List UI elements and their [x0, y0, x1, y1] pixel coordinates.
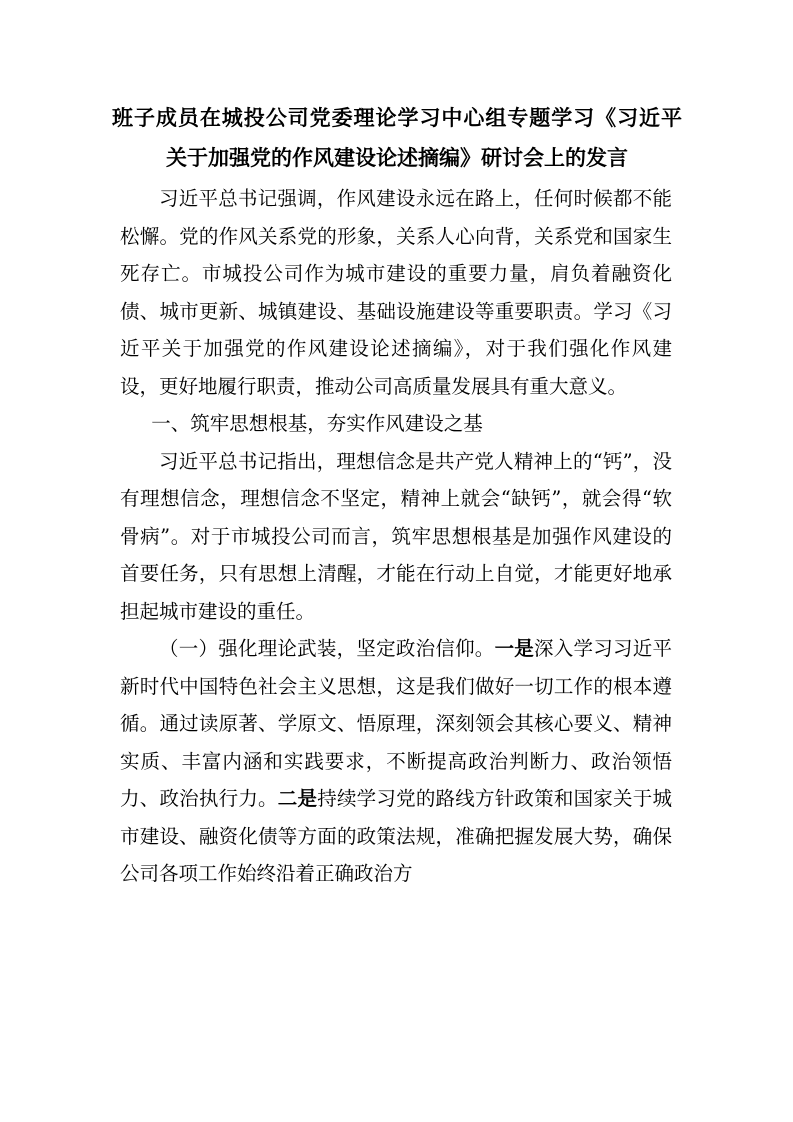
subsection-1-heading: （一）强化理论武装，坚定政治信仰。 — [159, 637, 495, 660]
point-one-marker: 一是 — [494, 637, 535, 660]
intro-paragraph: 习近平总书记强调，作风建设永远在路上，任何时候都不能松懈。党的作风关系党的形象，关系人心向背，关系党和国家生死存亡。市城投公司作为城市建设的重要力量，肩负着融资化债、城市更新、城镇建设、基础设施建设等重要职责。学习《习近平关于加强党的作风建设论述摘编》，对于我们强化作风建设，更好地履行职责，推动公司高质量发展具有重大意义。 — [120, 187, 672, 398]
title-line-1: 班子成员在城投公司党委理论学习中心组专题学习《习近平 — [112, 106, 682, 130]
point-one-text: 深入学习习近平新时代中国特色社会主义思想，这是我们做好一切工作的根本遵循。通过读原著、学原文、悟原理，深刻领会其核心要义、精神实质、丰富内涵和实践要求，不断提高政治判断力、政治领悟力、政治执行力。 — [120, 637, 672, 810]
point-two-marker: 二是 — [277, 787, 318, 810]
document-body — [120, 180, 672, 893]
section-1-paragraph: 习近平总书记指出，理想信念是共产党人精神上的“钙”，没有理想信念，理想信念不坚定，精神上就会“缺钙”，就会得“软骨病”。对于市城投公司而言，筑牢思想根基是加强作风建设的首要任务，只有思想上清醒，才能在行动上自觉，才能更好地承担起城市建设的重任。 — [120, 449, 672, 623]
subsection-1-paragraph — [120, 630, 672, 893]
section-heading-1: 一、筑牢思想根基，夯实作风建设之基 — [151, 412, 483, 435]
point-two-text: 持续学习党的路线方针政策和国家关于城市建设、融资化债等方面的政策法规，准确把握发展大势，确保公司各项工作始终沿着正确政治方 — [120, 787, 672, 885]
title-line-2: 关于加强党的作风建设论述摘编》研讨会上的发言 — [166, 146, 628, 170]
document-title — [112, 98, 682, 178]
